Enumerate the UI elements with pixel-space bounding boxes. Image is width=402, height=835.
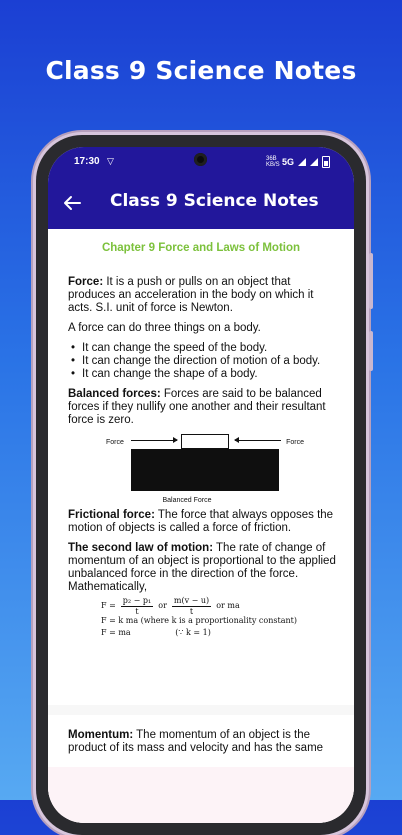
formula-or: or: [158, 601, 167, 610]
friction-term: Frictional force:: [68, 509, 155, 521]
fraction-denominator: t: [189, 606, 194, 616]
things-intro: A force can do three things on a body.: [68, 322, 261, 334]
balanced-text: Forces are said to be balanced forces if they nullify one another and their resultant force is zero.: [68, 388, 326, 426]
fraction: [121, 596, 153, 617]
status-icons: [266, 156, 330, 168]
notes-page: [48, 229, 354, 705]
bullet-item: • It can change the direction of motion of a body.: [68, 355, 340, 368]
formula-line-2: F = k ma (where k is a proportionality constant): [101, 616, 297, 625]
balanced-term: Balanced forces:: [68, 388, 161, 400]
document-body: [68, 276, 340, 640]
back-arrow-icon[interactable]: [60, 191, 84, 215]
front-camera: [194, 153, 207, 166]
phone-screen: [48, 147, 354, 823]
arrow-left-icon: [235, 440, 281, 441]
notes-content[interactable]: [48, 229, 354, 823]
bullet-item: • It can change the shape of a body.: [68, 368, 340, 381]
force-text: It is a push or pulls on an object that produces an acceleration in the body on which it acts. S.I. unit of force is Newton.: [68, 276, 314, 314]
momentum-paragraph: [68, 729, 340, 755]
app-bar: [48, 177, 354, 229]
force-label-left: Force: [106, 439, 124, 446]
status-time: 17:30: [74, 156, 100, 167]
signal-icon-2: [310, 158, 318, 166]
block-shape: [181, 434, 229, 449]
force-term: Force:: [68, 276, 104, 288]
surface-shape: [131, 449, 279, 491]
force-label-right: Force: [286, 439, 304, 446]
second-law-term: The second law of motion:: [68, 542, 214, 554]
momentum-text: The momentum of an object is the product of its mass and velocity and has the same: [68, 729, 324, 754]
formula-line-1: [101, 596, 340, 616]
vpn-shield-icon: ▽: [107, 156, 114, 166]
phone-frame: [36, 135, 366, 835]
signal-icon: [298, 158, 306, 166]
force-paragraph: [68, 276, 340, 315]
volume-button: [369, 331, 373, 371]
status-bar: [48, 147, 354, 177]
second-law-paragraph: [68, 542, 340, 594]
balanced-force-figure: [68, 434, 340, 504]
battery-icon: [322, 156, 330, 168]
figure-caption: Balanced Force: [162, 497, 212, 504]
bullet-item: • It can change the speed of the body.: [68, 342, 340, 355]
balanced-paragraph: [68, 388, 340, 427]
bullet-list: [68, 342, 340, 381]
friction-text: The force that always opposes the motion of objects is called a force of friction.: [68, 509, 334, 534]
fraction-numerator: p₂ − p₁: [122, 595, 152, 605]
fraction: [172, 596, 211, 617]
formula-final: F = ma: [101, 628, 131, 637]
formula-note: (∵ k = 1): [175, 628, 211, 637]
second-law-text: The rate of change of momentum of an object is proportional to the applied unbalanced force in the direction of the force. Mathematically,: [68, 542, 336, 593]
fraction-denominator: t: [135, 606, 139, 616]
formula-block: [101, 596, 340, 640]
friction-paragraph: [68, 509, 340, 535]
notes-page-2: [48, 715, 354, 767]
power-button: [369, 253, 373, 309]
formula-or-ma: or ma: [216, 601, 240, 610]
headline: Class 9 Science Notes: [45, 56, 357, 85]
momentum-term: Momentum:: [68, 729, 134, 741]
app-title: Class 9 Science Notes: [110, 191, 319, 211]
network-type: 5G: [281, 157, 294, 167]
network-speed: 36B KB/S: [265, 156, 280, 168]
fraction-numerator: m(v − u): [173, 595, 210, 605]
formula-lhs: F =: [101, 601, 116, 610]
bottom-bar: [48, 767, 354, 823]
formula-line-3: [101, 628, 340, 640]
chapter-heading: Chapter 9 Force and Laws of Motion: [101, 242, 301, 254]
document-body-2: [68, 729, 340, 762]
arrow-right-icon: [131, 440, 177, 441]
